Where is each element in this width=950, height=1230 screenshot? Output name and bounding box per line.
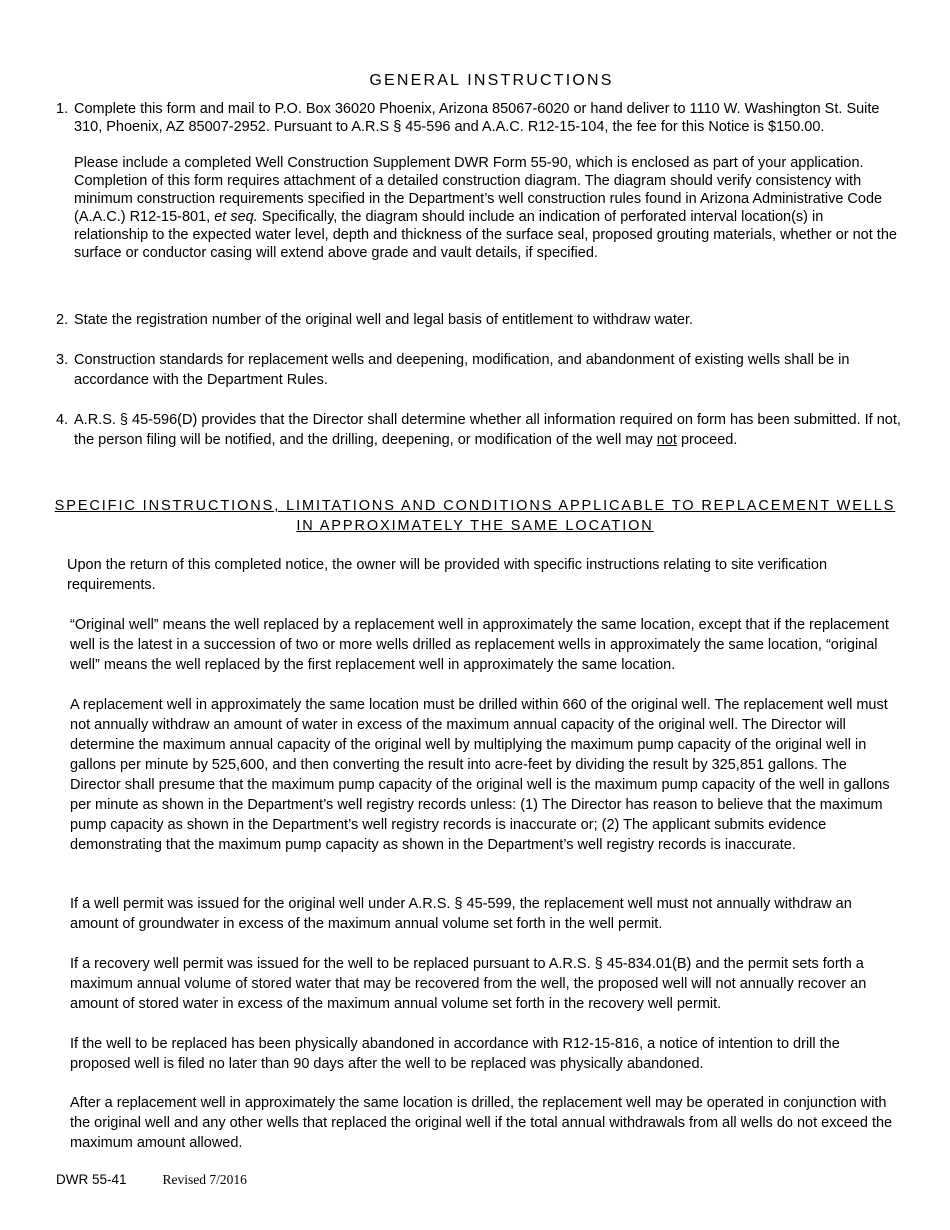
- heading-line-1: SPECIFIC INSTRUCTIONS, LIMITATIONS AND CONDITIONS APPLICABLE TO REPLACEMENT WELLS: [54, 498, 896, 514]
- item-4-text: [74, 410, 901, 450]
- item-4-underlined-not: not: [656, 432, 677, 448]
- form-footer: [56, 1171, 247, 1189]
- instruction-item-2: [56, 311, 901, 329]
- instruction-item-1: [56, 100, 901, 262]
- item-number: 4.: [56, 412, 69, 428]
- item-3-text: Construction standards for replacement wells and deepening, modification, and abandonment of existing wells shall be in accordance with the Department Rules.: [74, 352, 850, 388]
- item-1-supplement-text: Please include a completed Well Construction Supplement DWR Form 55-90, which is enclosed as part of your application. Completion of this form requires attachment of a detailed construction diagram. The diagram should verify consistency with minimum construction requirements specified in the Department’s well construction rules found in Arizona Administrative Code (A.A.C.) R12-15-801, et seq. Specifically, the diagram should include an indication of perforated interval location(s) in relationship to the expected water level, depth and thickness of the surface seal, proposed grouting materials, whether or not the surface or conductor casing will extend above grade and vault details, if specified.: [74, 155, 897, 261]
- abandoned-well-paragraph: If the well to be replaced has been physically abandoned in accordance with R12-15-816, a notice of intention to drill the proposed well is filed no later than 90 days after the well to be replaced was physically abandoned.: [70, 1036, 840, 1072]
- site-verification-paragraph: Upon the return of this completed notice, the owner will be provided with specific instructions relating to site verification requirements.: [67, 557, 828, 593]
- operation-conjunction-paragraph: After a replacement well in approximately the same location is drilled, the replacement well may be operated in conjunction with the original well and any other wells that replaced the original well if the total annual withdrawals from all wells do not exceed the maximum amount allowed.: [70, 1095, 893, 1151]
- form-id: DWR 55-41: [56, 1172, 127, 1187]
- item-2-text: State the registration number of the original well and legal basis of entitlement to withdraw water.: [74, 312, 694, 328]
- well-permit-paragraph: If a well permit was issued for the original well under A.R.S. § 45-599, the replacement well must not annually withdraw an amount of groundwater in excess of the maximum annual volume set forth in the well permit.: [70, 896, 852, 932]
- item-4-text-post: proceed.: [676, 432, 738, 448]
- maximum-capacity-paragraph: A replacement well in approximately the same location must be drilled within 660 of the original well. The replacement well must not annually withdraw an amount of water in excess of the maximum annual capacity of the original well. The Director will determine the maximum annual capacity of the original well by multiplying the maximum pump capacity of the original well in gallons per minute by 525,600, and then converting the result into acre-feet by dividing the result by 325,851 gallons. The Director shall presume that the maximum pump capacity of the original well is the maximum pump capacity of the well in gallons per minute as shown in the Department’s well registry records unless: (1) The Director has reason to believe that the maximum pump capacity as shown in the Department’s well registry records is inaccurate or; (2) The applicant submits evidence demonstrating that the maximum pump capacity as shown in the Department’s well registry records is inaccurate.: [70, 697, 890, 853]
- item-number: 3.: [56, 352, 69, 368]
- original-well-definition-paragraph: “Original well” means the well replaced by a replacement well in approximately the same location, except that if the replacement well is the latest in a succession of two or more wells drilled as replacement wells in approximately the same location, “original well” means the well replaced by the first replacement well in approximately the same location.: [70, 617, 889, 673]
- item-number: 2.: [56, 312, 69, 328]
- recovery-well-permit-paragraph: If a recovery well permit was issued for the well to be replaced pursuant to A.R.S. § 45-834.01(B) and the permit sets forth a maximum annual volume of stored water that may be recovered from the well, the proposed well will not annually recover an amount of stored water in excess of the maximum annual volume set forth in the recovery well permit.: [70, 956, 867, 1012]
- instruction-item-3: [56, 350, 901, 390]
- item-1-text: Complete this form and mail to P.O. Box 36020 Phoenix, Arizona 85067-6020 or hand deliver to 1110 W. Washington St. Suite 310, Phoenix, AZ 85007-2952. Pursuant to A.R.S § 45-596 and A.A.C. R12-15-104, the fee for this Notice is $150.00.: [74, 101, 880, 135]
- heading-line-2: IN APPROXIMATELY THE SAME LOCATION: [296, 518, 654, 534]
- revision-date: Revised 7/2016: [162, 1172, 247, 1187]
- specific-instructions-heading: [50, 496, 900, 536]
- instruction-item-4: [56, 410, 901, 450]
- et-seq-italic: et seq.: [214, 209, 258, 225]
- item-4-text-pre: A.R.S. § 45-596(D) provides that the Director shall determine whether all information required on form has been submitted. If not, the person filing will be notified, and the drilling, deepening, or modification of the well may: [74, 412, 901, 448]
- general-instructions-title: GENERAL INSTRUCTIONS: [369, 72, 614, 89]
- item-number: 1.: [56, 101, 69, 117]
